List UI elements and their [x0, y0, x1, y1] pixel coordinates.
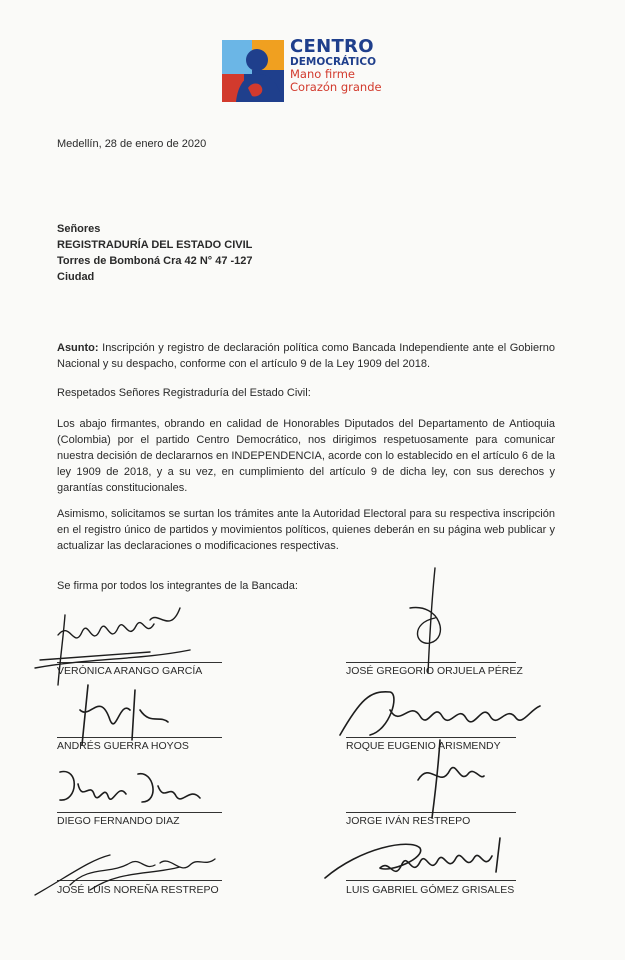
logo-subtitle: DEMOCRÁTICO [290, 56, 377, 68]
handwritten-signature-6 [330, 680, 550, 745]
signatory-name-right-1: JOSÉ GREGORIO ORJUELA PÉREZ [346, 665, 523, 677]
recipient-city: Ciudad [57, 271, 95, 283]
letter-date: Medellín, 28 de enero de 2020 [57, 138, 207, 150]
party-logo-icon [222, 40, 284, 102]
party-logo [222, 38, 392, 104]
signatory-name-right-4: LUIS GABRIEL GÓMEZ GRISALES [346, 884, 515, 896]
signatory-name-left-1: VERÓNICA ARANGO GARCÍA [57, 665, 203, 677]
handwritten-signature-8 [320, 828, 520, 888]
handwritten-signature-5 [380, 568, 500, 678]
handwritten-signature-7 [410, 740, 490, 820]
logo-slogan-2: Corazón grande [290, 79, 382, 94]
subject-paragraph [57, 340, 555, 372]
recipient-entity: REGISTRADURÍA DEL ESTADO CIVIL [57, 239, 253, 251]
signatory-name-right-3: JORGE IVÁN RESTREPO [346, 815, 471, 827]
logo-slogan-1: Mano firme [290, 66, 355, 81]
signatory-name-left-2: ANDRÉS GUERRA HOYOS [57, 740, 189, 752]
handwritten-signature-1 [30, 590, 210, 690]
signature-intro: Se firma por todos los integrantes de la Bancada: [57, 580, 298, 592]
recipient-address: Torres de Bomboná Cra 42 N° 47 -127 [57, 255, 253, 267]
greeting: Respetados Señores Registraduría del Estado Civil: [57, 387, 311, 399]
handwritten-signature-4 [30, 845, 230, 905]
recipient-salutation: Señores [57, 223, 101, 235]
handwritten-signature-2 [60, 680, 190, 750]
signatory-name-left-4: JOSÉ LUIS NOREÑA RESTREPO [57, 884, 219, 896]
handwritten-signature-3 [50, 762, 210, 812]
subject-label: Asunto: [57, 342, 99, 354]
body-paragraph-2: Asimismo, solicitamos se surtan los trámites ante la Autoridad Electoral para su respectiva inscripción en el registro único de partidos y movimientos políticos, quienes deberán en su página web publicar y actualizar las declaraciones o modificaciones respectivas. [57, 508, 555, 552]
signatory-name-left-3: DIEGO FERNANDO DIAZ [57, 815, 180, 827]
logo-title: CENTRO [290, 36, 374, 57]
signature-line [57, 812, 222, 813]
body-paragraph-1: Los abajo firmantes, obrando en calidad de Honorables Diputados del Departamento de Antioquia (Colombia) por el partido Centro Democrático, nos dirigimos respetuosamente para comunicar nuestra decisión de declararnos en INDEPENDENCIA, acorde con lo establecido en el artículo 6 de la ley 1909 de 2018, y a su vez, en cumplimiento del artículo 9 de dicha ley, con sus derechos y garantías constitucionales. [57, 418, 555, 494]
recipient-block [57, 221, 555, 285]
subject-text: Inscripción y registro de declaración política como Bancada Independiente ante el Gobierno Nacional y su despacho, conforme con el artículo 9 de la Ley 1909 del 2018. [57, 342, 555, 370]
signatory-name-right-2: ROQUE EUGENIO ARISMENDY [346, 740, 501, 752]
